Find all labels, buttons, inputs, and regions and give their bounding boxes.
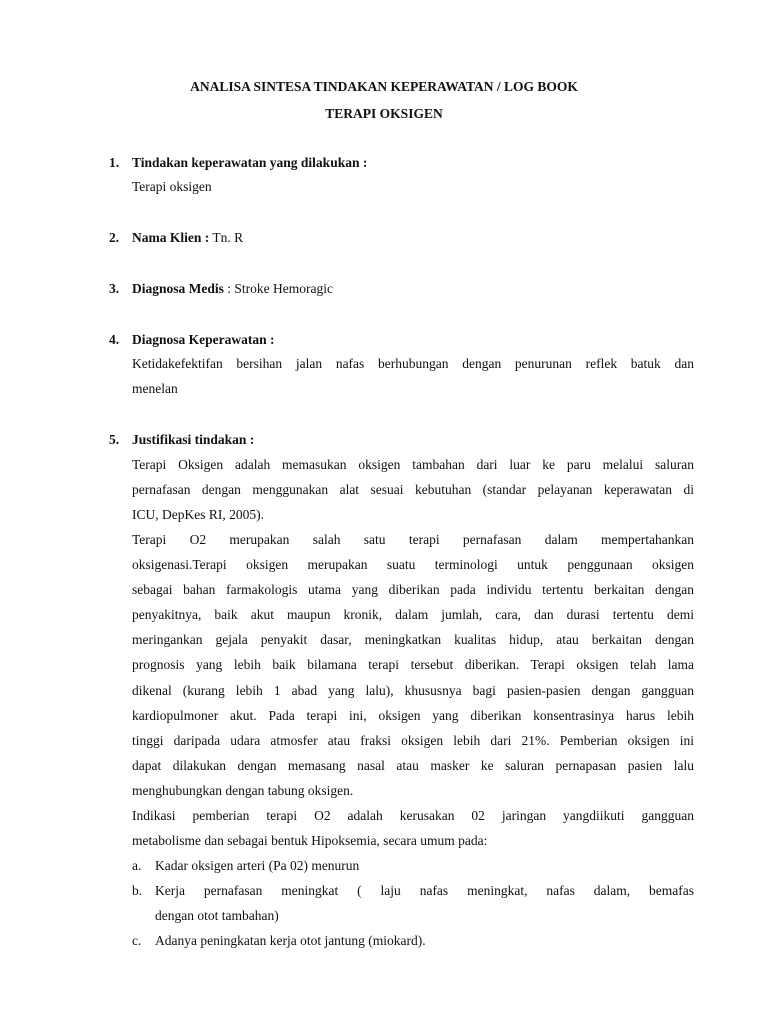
section-5-number: 5. (109, 432, 120, 447)
section-3-value: : Stroke Hemoragic (223, 281, 333, 296)
section-5-paragraph-line: kardiopulmoner akut. Pada terapi ini, oksigen yang diberikan konsentrasinya harus lebih (132, 708, 694, 723)
list-item-marker: b. (132, 883, 143, 898)
section-2-value: Tn. R (209, 230, 244, 245)
section-4-paragraph-line: menelan (132, 381, 178, 396)
section-4-paragraph-line: Ketidakefektifan bersihan jalan nafas berhubungan dengan penurunan reflek batuk dan (132, 356, 694, 371)
list-item-text: Adanya peningkatan kerja otot jantung (miokard). (155, 933, 426, 948)
section-2-label: Nama Klien : (132, 230, 210, 245)
list-item-text: Kadar oksigen arteri (Pa 02) menurun (155, 858, 360, 873)
section-3-line (132, 281, 694, 297)
section-5-paragraph-line: Indikasi pemberian terapi O2 adalah kerusakan 02 jaringan yangdiikuti gangguan (132, 808, 694, 823)
section-1-value: Terapi oksigen (132, 179, 212, 194)
section-5-paragraph-line: dikenal (kurang lebih 1 abad yang lalu), khususnya bagi pasien-pasien dengan gangguan (132, 683, 694, 698)
section-2-number: 2. (109, 230, 120, 245)
section-3-number: 3. (109, 281, 120, 296)
section-5-label: Justifikasi tindakan : (132, 432, 255, 447)
section-4-number: 4. (109, 332, 120, 347)
section-5-paragraph-line: penyakitnya, baik akut maupun kronik, dalam jumlah, cara, dan durasi tertentu demi (132, 607, 694, 622)
list-item-marker: a. (132, 858, 142, 873)
section-3-label: Diagnosa Medis (132, 281, 224, 296)
section-4-label: Diagnosa Keperawatan : (132, 332, 275, 347)
section-5-paragraph-line: metabolisme dan sebagai bentuk Hipoksemia, secara umum pada: (132, 833, 488, 848)
document-title: ANALISA SINTESA TINDAKAN KEPERAWATAN / LOG BOOK (190, 79, 578, 94)
section-5-paragraph-line: sebagai bahan farmakologis utama yang diberikan pada individu tertentu berkaitan dengan (132, 582, 694, 597)
section-5-paragraph-line: meringankan gejala penyakit dasar, meningkatkan kualitas hidup, atau berkaitan dengan (132, 632, 694, 647)
document-subtitle: TERAPI OKSIGEN (325, 106, 443, 121)
section-5-paragraph-line: dapat dilakukan dengan memasang nasal atau masker ke saluran pernapasan pasien lalu (132, 758, 694, 773)
section-5-paragraph-line: menghubungkan dengan tabung oksigen. (132, 783, 354, 798)
list-item-marker: c. (132, 933, 142, 948)
list-item-text: dengan otot tambahan) (155, 908, 279, 923)
section-5-paragraph-line: oksigenasi.Terapi oksigen merupakan suatu terminologi untuk penggunaan oksigen (132, 557, 694, 572)
section-5-paragraph-line: Terapi O2 merupakan salah satu terapi pernafasan dalam mempertahankan (132, 532, 694, 547)
section-1-number: 1. (109, 155, 120, 170)
section-5-paragraph-line: Terapi Oksigen adalah memasukan oksigen tambahan dari luar ke paru melalui saluran (132, 457, 694, 472)
section-5-paragraph-line: ICU, DepKes RI, 2005). (132, 507, 264, 522)
section-1-label: Tindakan keperawatan yang dilakukan : (132, 155, 368, 170)
section-5-paragraph-line: tinggi daripada udara atmosfer atau fraksi oksigen lebih dari 21%. Pemberian oksigen ini (132, 733, 694, 748)
list-item-text: Kerja pernafasan meningkat ( laju nafas meningkat, nafas dalam, bemafas (155, 883, 694, 898)
section-5-paragraph-line: pernafasan dengan menggunakan alat sesuai kebutuhan (standar pelayanan keperawatan di (132, 482, 694, 497)
section-2-line (132, 230, 694, 246)
section-5-paragraph-line: prognosis yang lebih baik bilamana terapi tersebut diberikan. Terapi oksigen telah lama (132, 657, 694, 672)
